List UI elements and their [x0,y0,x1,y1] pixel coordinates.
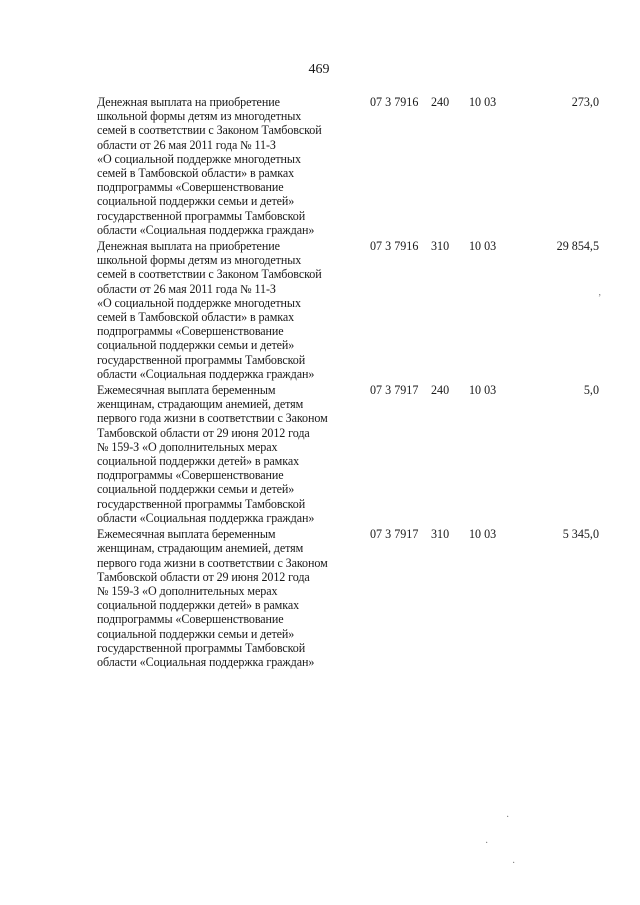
row-amount: 5,0 [583,383,599,398]
budget-table [97,95,607,669]
row-target-code: 07 3 7917 [370,527,419,542]
table-row [97,383,607,525]
row-description: Ежемесячная выплата беременным женщинам, страдающим анемией, детям первого года жизни в соответствии с Законом Тамбовской области от 29 июня 2012 года № 159-З «О дополнительных мерах социальной поддержки детей» в рамках подпрограммы «Совершенствование социальной поддержки семьи и детей» государственной программы Тамбовской области «Социальная поддержка граждан» [97,527,328,669]
row-section: 10 03 [469,527,497,542]
row-expense-type: 240 [431,95,450,109]
table-row [97,95,607,237]
scan-mark: ʼ [598,293,602,304]
table-row [97,527,607,669]
row-amount: 5 345,0 [562,527,599,542]
row-expense-type: 310 [431,239,450,254]
table-row [97,239,607,381]
row-target-code: 07 3 7917 [370,383,419,398]
row-target-code: 07 3 7916 [370,95,419,109]
row-amount: 273,0 [571,95,599,109]
row-section: 10 03 [469,239,497,254]
row-section: 10 03 [469,383,497,398]
row-expense-type: 240 [431,383,450,398]
scan-mark: · [512,858,516,869]
row-description: Ежемесячная выплата беременным женщинам, страдающим анемией, детям первого года жизни в соответствии с Законом Тамбовской области от 29 июня 2012 года № 159-З «О дополнительных мерах социальной поддержки детей» в рамках подпрограммы «Совершенствование социальной поддержки семьи и детей» государственной программы Тамбовской области «Социальная поддержка граждан» [97,383,328,525]
row-section: 10 03 [469,95,497,109]
row-amount: 29 854,5 [556,239,599,254]
scan-mark: · [506,812,510,823]
row-description: Денежная выплата на приобретение школьной формы детям из многодетных семей в соответствии с Законом Тамбовской области от 26 мая 2011 года № 11-З «О социальной поддержке многодетных семей в Тамбовской области» в рамках подпрограммы «Совершенствование социальной поддержки семьи и детей» государственной программы Тамбовской области «Социальная поддержка граждан» [97,239,322,381]
scan-mark: · [485,838,489,849]
row-expense-type: 310 [431,527,450,542]
row-description: Денежная выплата на приобретение школьной формы детям из многодетных семей в соответствии с Законом Тамбовской области от 26 мая 2011 года № 11-З «О социальной поддержке многодетных семей в Тамбовской области» в рамках подпрограммы «Совершенствование социальной поддержки семьи и детей» государственной программы Тамбовской области «Социальная поддержка граждан» [97,95,322,237]
row-target-code: 07 3 7916 [370,239,419,254]
page-number: 469 [308,62,330,77]
